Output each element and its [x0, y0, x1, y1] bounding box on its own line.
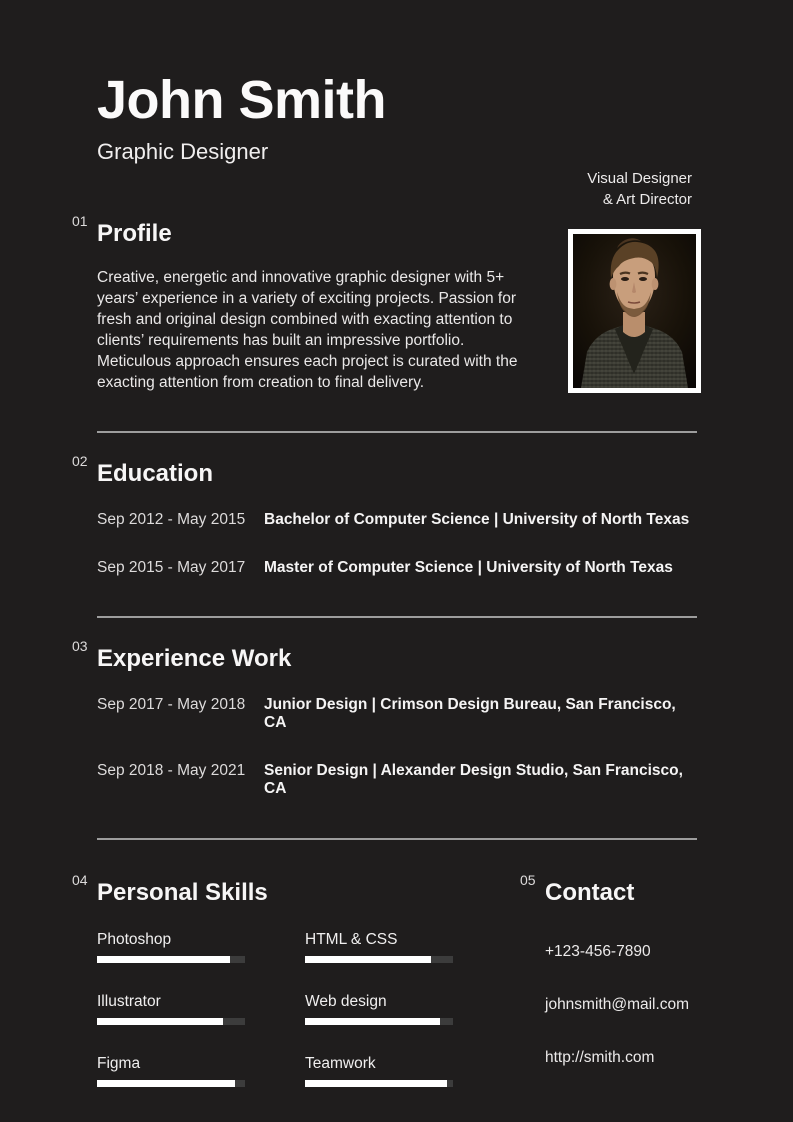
skill-item [305, 993, 453, 1025]
skill-bar [97, 1018, 245, 1025]
contact-item: +123-456-7890 [545, 943, 651, 961]
skill-label: Photoshop [97, 931, 172, 949]
contact-section-number: 05 [520, 872, 536, 889]
experience-row [97, 696, 697, 732]
skills-columns [97, 931, 545, 1117]
skill-bar [305, 1080, 453, 1087]
education-list [97, 511, 697, 577]
profile-heading-label: Profile [97, 220, 172, 248]
skill-bar-fill [305, 1018, 440, 1025]
skill-bar-fill [97, 1018, 223, 1025]
contact-item: johnsmith@mail.com [545, 996, 690, 1014]
entry-detail: Senior Design | Alexander Design Studio, San Francisco, CA [264, 762, 683, 798]
skill-label: Figma [97, 1055, 141, 1073]
profile-section [72, 213, 697, 393]
skill-label: Web design [305, 993, 387, 1011]
tagline [587, 168, 692, 210]
education-row [97, 559, 697, 577]
skill-bar-fill [97, 1080, 235, 1087]
tagline-line-1: Visual Designer [587, 170, 692, 187]
education-section [72, 453, 697, 577]
education-row [97, 511, 697, 529]
portrait-photo-illustration [573, 234, 696, 388]
experience-row [97, 762, 697, 798]
experience-section [72, 638, 697, 798]
skill-bar [97, 956, 245, 963]
skill-label: Teamwork [305, 1055, 376, 1073]
education-heading [72, 453, 697, 488]
entry-dates: Sep 2017 - May 2018 [97, 696, 246, 714]
entry-dates: Sep 2015 - May 2017 [97, 559, 246, 577]
skill-item [305, 931, 453, 963]
divider [97, 616, 697, 618]
experience-list [97, 696, 697, 798]
resume-page [72, 0, 697, 1117]
experience-section-number: 03 [72, 638, 88, 655]
skill-label: Illustrator [97, 993, 161, 1011]
experience-heading [72, 638, 697, 673]
profile-section-number: 01 [72, 213, 88, 230]
skill-bar-fill [305, 1080, 447, 1087]
divider [97, 431, 697, 433]
skill-label: HTML & CSS [305, 931, 398, 949]
skill-item [97, 993, 245, 1025]
contact-section [520, 872, 690, 1117]
bottom-area [72, 872, 697, 1117]
entry-dates: Sep 2012 - May 2015 [97, 511, 246, 529]
skills-column [97, 931, 245, 1117]
skills-section [72, 872, 545, 1117]
skill-item [97, 1055, 245, 1087]
contact-heading-label: Contact [545, 879, 635, 907]
skill-bar [305, 1018, 453, 1025]
tagline-line-2: & Art Director [602, 191, 692, 208]
skills-heading-label: Personal Skills [97, 879, 268, 907]
job-title: Graphic Designer [97, 139, 269, 165]
contact-list [545, 943, 689, 1067]
skills-column [305, 931, 453, 1117]
skill-bar [305, 956, 453, 963]
experience-heading-label: Experience Work [97, 645, 292, 673]
entry-detail: Master of Computer Science | University of North Texas [264, 559, 673, 577]
skills-section-number: 04 [72, 872, 88, 889]
person-name: John Smith [97, 70, 386, 130]
skill-bar-fill [305, 956, 431, 963]
skills-heading [72, 872, 545, 907]
divider [97, 838, 697, 840]
skill-bar [97, 1080, 245, 1087]
contact-heading [520, 872, 689, 907]
header [97, 70, 697, 208]
education-section-number: 02 [72, 453, 88, 470]
skill-bar-fill [97, 956, 230, 963]
skill-item [305, 1055, 453, 1087]
entry-dates: Sep 2018 - May 2021 [97, 762, 246, 780]
education-heading-label: Education [97, 460, 214, 488]
contact-item: http://smith.com [545, 1049, 655, 1067]
skill-item [97, 931, 245, 963]
profile-text: Creative, energetic and innovative graphic designer with 5+ years’ experience in a variety of exciting projects. Passion for fresh and original design combined with exacting attention to clients’ requirements has built an impressive portfolio. Meticulous approach ensures each project is curated with the exacting attention from creation to final delivery. [97, 269, 518, 392]
entry-detail: Junior Design | Crimson Design Bureau, San Francisco, CA [264, 696, 676, 732]
entry-detail: Bachelor of Computer Science | University of North Texas [264, 511, 690, 529]
profile-photo [568, 229, 701, 393]
